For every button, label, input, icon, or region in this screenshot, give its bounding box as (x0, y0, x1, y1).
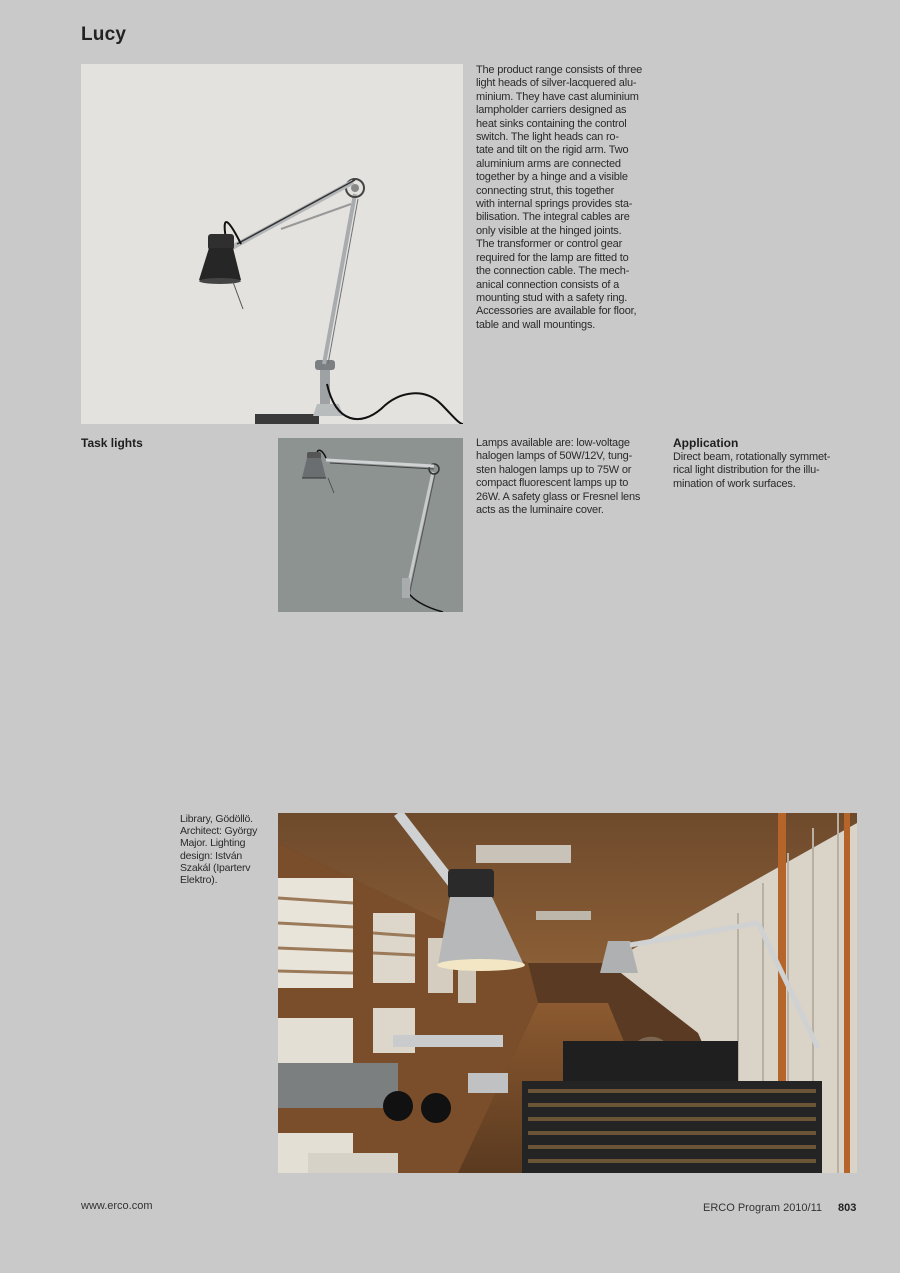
footer-website[interactable]: www.erco.com (81, 1200, 153, 1212)
product-description: The product range consists of three light heads of silver-lacquered alu- minium. They have cast aluminium lampholder carriers designed as heat sinks containing the control switch. The light heads can ro- tate and tilt on the rigid arm. Two aluminium arms are connected together by a hinge and a visible connecting strut, this together with internal springs provides sta- bilisation. The integral cables are only visible at the hinged joints. The transformer or control gear required for the lamp are fitted to the connection cable. The mech- anical connection consists of a mounting stud with a safety ring. Accessories are available for floor, table and wall mountings. (476, 64, 643, 331)
section-label: Task lights (81, 436, 143, 450)
photo-caption: Library, Gödöllö. Architect: György Major. Lighting design: István Szakál (Iparterv Elektro). (180, 813, 258, 887)
footer-program: ERCO Program 2010/11 (703, 1202, 823, 1214)
task-lamp-variant-illustration (278, 438, 463, 612)
product-hero-image (81, 64, 463, 424)
application-heading: Application (673, 436, 739, 450)
product-variant-image (278, 438, 463, 612)
footer-page-number: 803 (838, 1202, 857, 1214)
library-interior-illustration (278, 813, 857, 1173)
lamps-description: Lamps available are: low-voltage halogen lamps of 50W/12V, tung- sten halogen lamps up to 75W or compact fluorescent lamps up to 26W. A safety glass or Fresnel lens acts as the luminaire cover. (476, 437, 641, 517)
application-description: Direct beam, rotationally symmet- rical light distribution for the illu- mination of work surfaces. (673, 451, 831, 490)
library-photo (278, 813, 857, 1173)
page-title: Lucy (81, 24, 127, 45)
task-lamp-illustration (81, 64, 463, 424)
